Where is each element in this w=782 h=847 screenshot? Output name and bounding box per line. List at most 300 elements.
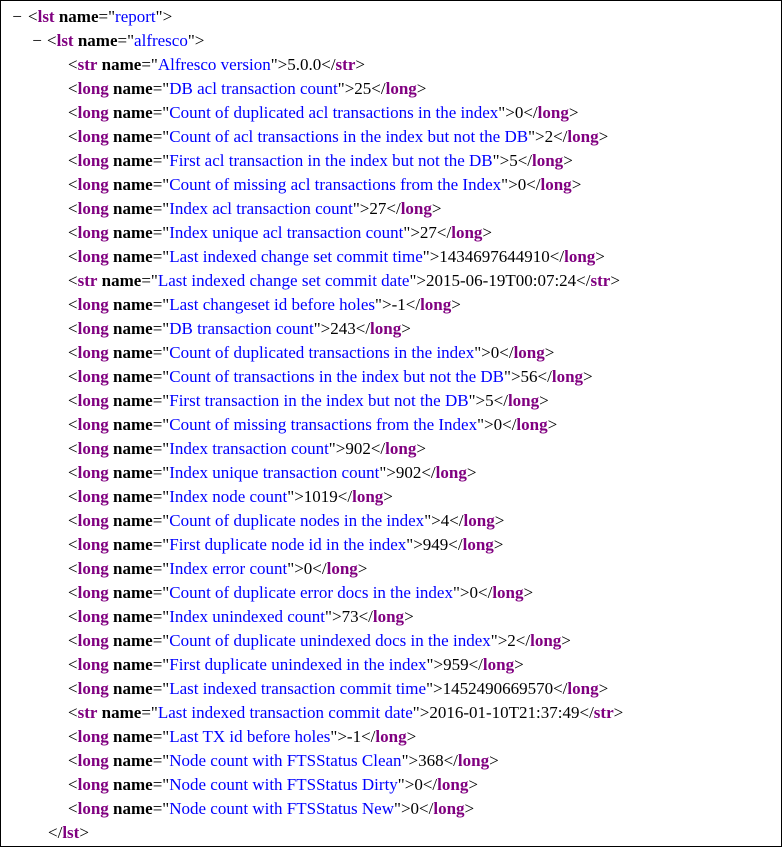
entry-tag-name: long bbox=[77, 103, 109, 122]
close-open-bracket: </ bbox=[517, 151, 532, 170]
quote-close-bracket: "> bbox=[352, 199, 370, 218]
equals-quote: =" bbox=[152, 319, 170, 338]
entry-text-value: 0 bbox=[414, 775, 423, 794]
entry-name-value: Node count with FTSStatus Dirty bbox=[169, 775, 398, 794]
quote-close-bracket: "> bbox=[490, 631, 508, 650]
open-bracket: < bbox=[68, 703, 78, 722]
entry-tag-name: long bbox=[77, 247, 109, 266]
close-bracket: > bbox=[493, 535, 504, 554]
entry-tag-name: long bbox=[77, 319, 109, 338]
xml-entry-row bbox=[1, 149, 623, 173]
entry-name-value: Index transaction count bbox=[169, 439, 329, 458]
entry-close-tag-name: long bbox=[537, 103, 569, 122]
open-bracket: < bbox=[68, 367, 78, 386]
close-bracket: > bbox=[401, 319, 411, 338]
xml-document bbox=[1, 5, 623, 845]
entry-tag-name: long bbox=[77, 751, 109, 770]
entry-close-tag-name: str bbox=[590, 271, 611, 290]
entry-attr-name: name bbox=[113, 199, 153, 218]
quote-close-bracket: "> bbox=[394, 799, 411, 818]
open-bracket: < bbox=[68, 415, 78, 434]
xml-entry-row bbox=[1, 557, 623, 581]
quote-close-bracket: "> bbox=[504, 367, 521, 386]
child-attr-value: alfresco bbox=[134, 31, 188, 50]
open-bracket: < bbox=[68, 199, 78, 218]
quote-close-bracket: "> bbox=[287, 487, 304, 506]
entry-text-value: 1019 bbox=[303, 487, 338, 506]
close-bracket: > bbox=[431, 199, 442, 218]
root-attr-name: name bbox=[58, 7, 99, 26]
entry-name-value: Node count with FTSStatus New bbox=[169, 799, 395, 818]
close-bracket: > bbox=[79, 823, 89, 842]
entry-tag-name: long bbox=[77, 223, 109, 242]
xml-entry-row bbox=[1, 725, 623, 749]
entry-tag-name: str bbox=[77, 271, 98, 290]
open-bracket: < bbox=[68, 631, 78, 650]
xml-entry-row bbox=[1, 269, 623, 293]
equals-quote: =" bbox=[98, 7, 116, 26]
quote-close-bracket: "> bbox=[328, 439, 346, 458]
equals-quote: =" bbox=[152, 799, 170, 818]
open-bracket: < bbox=[28, 7, 38, 26]
open-bracket: < bbox=[68, 175, 78, 194]
collapse-root-toggle[interactable]: − bbox=[12, 7, 22, 26]
xml-entry-row bbox=[1, 341, 623, 365]
close-open-bracket: </ bbox=[579, 703, 594, 722]
entry-name-value: Count of transactions in the index but not the DB bbox=[169, 367, 504, 386]
entry-close-tag-name: long bbox=[326, 559, 358, 578]
close-bracket: > bbox=[544, 343, 555, 362]
entry-tag-name: long bbox=[77, 535, 109, 554]
child-tag-name: lst bbox=[56, 31, 74, 50]
xml-entry-row bbox=[1, 533, 623, 557]
entry-tag-name: long bbox=[77, 655, 109, 674]
quote-close-bracket: "> bbox=[330, 727, 347, 746]
entry-name-value: First duplicate node id in the index bbox=[169, 535, 407, 554]
close-bracket: > bbox=[404, 607, 414, 626]
equals-quote: =" bbox=[152, 679, 170, 698]
entry-name-value: Index unindexed count bbox=[169, 607, 326, 626]
equals-quote: =" bbox=[152, 367, 170, 386]
entry-text-value: 25 bbox=[354, 79, 372, 98]
quote-close-bracket: "> bbox=[426, 655, 444, 674]
entry-close-tag-name: long bbox=[437, 775, 469, 794]
close-open-bracket: </ bbox=[371, 79, 386, 98]
equals-quote: =" bbox=[152, 343, 170, 362]
root-tag-name: lst bbox=[37, 7, 55, 26]
entry-close-tag-name: long bbox=[372, 607, 405, 626]
entry-attr-name: name bbox=[113, 223, 153, 242]
equals-quote: =" bbox=[152, 607, 170, 626]
entry-text-value: 27 bbox=[369, 199, 387, 218]
quote-close-bracket: "> bbox=[477, 415, 494, 434]
quote-close-bracket: "> bbox=[397, 775, 415, 794]
xml-entry-row bbox=[1, 629, 623, 653]
close-open-bracket: </ bbox=[553, 679, 568, 698]
close-open-bracket: </ bbox=[321, 55, 336, 74]
close-open-bracket: </ bbox=[576, 271, 591, 290]
quote-close-bracket: "> bbox=[155, 7, 173, 26]
entry-text-value: 0 bbox=[490, 343, 500, 362]
entry-text-value: 5 bbox=[509, 151, 518, 170]
close-open-bracket: </ bbox=[449, 511, 464, 530]
entry-name-value: Count of missing transactions from the Index bbox=[169, 415, 478, 434]
entry-text-value: 56 bbox=[520, 367, 538, 386]
close-open-bracket: </ bbox=[419, 799, 434, 818]
entry-attr-name: name bbox=[113, 559, 153, 578]
open-bracket: < bbox=[68, 271, 78, 290]
quote-close-bracket: "> bbox=[492, 151, 510, 170]
close-bracket: > bbox=[571, 175, 582, 194]
entry-attr-name: name bbox=[101, 55, 142, 74]
entry-name-value: Index node count bbox=[169, 487, 288, 506]
close-open-bracket: </ bbox=[515, 631, 531, 650]
entry-text-value: 368 bbox=[418, 751, 444, 770]
quote-close-bracket: "> bbox=[325, 607, 342, 626]
quote-close-bracket: "> bbox=[468, 391, 486, 410]
entry-close-tag-name: long bbox=[551, 367, 584, 386]
open-bracket: < bbox=[68, 295, 78, 314]
quote-close-bracket: "> bbox=[424, 511, 441, 530]
child-element-open bbox=[1, 29, 623, 53]
entry-text-value: 5.0.0 bbox=[287, 55, 322, 74]
entry-close-tag-name: str bbox=[593, 703, 614, 722]
entry-attr-name: name bbox=[113, 295, 153, 314]
entry-text-value: -1 bbox=[346, 727, 362, 746]
close-open-bracket: </ bbox=[386, 199, 401, 218]
entry-name-value: Count of duplicate error docs in the index bbox=[169, 583, 453, 602]
root-attr-value: report bbox=[115, 7, 156, 26]
close-bracket: > bbox=[598, 127, 609, 146]
close-open-bracket: </ bbox=[443, 751, 458, 770]
close-bracket: > bbox=[583, 367, 593, 386]
entry-close-tag-name: long bbox=[370, 319, 402, 338]
entry-attr-name: name bbox=[101, 271, 142, 290]
entry-tag-name: long bbox=[77, 199, 109, 218]
entry-name-value: Count of acl transactions in the index but not the DB bbox=[169, 127, 529, 146]
entry-text-value: 5 bbox=[485, 391, 494, 410]
entry-text-value: 4 bbox=[440, 511, 450, 530]
entry-tag-name: long bbox=[77, 295, 109, 314]
entry-tag-name: long bbox=[77, 583, 109, 602]
entry-text-value: 2015-06-19T00:07:24 bbox=[426, 271, 577, 290]
close-bracket: > bbox=[610, 271, 620, 290]
quote-close-bracket: "> bbox=[422, 247, 440, 266]
entry-tag-name: long bbox=[77, 391, 109, 410]
entry-text-value: 0 bbox=[493, 415, 503, 434]
xml-entry-row bbox=[1, 53, 623, 77]
entry-name-value: First duplicate unindexed in the index bbox=[169, 655, 427, 674]
entry-name-value: Node count with FTSStatus Clean bbox=[169, 751, 402, 770]
entry-tag-name: long bbox=[77, 775, 109, 794]
entry-close-tag-name: long bbox=[507, 391, 540, 410]
close-bracket: > bbox=[383, 487, 393, 506]
close-bracket: > bbox=[547, 415, 558, 434]
quote-close-bracket: "> bbox=[528, 127, 545, 146]
entry-text-value: 902 bbox=[345, 439, 371, 458]
entry-tag-name: str bbox=[77, 55, 98, 74]
open-bracket: < bbox=[68, 679, 78, 698]
entry-close-tag-name: long bbox=[435, 463, 467, 482]
close-open-bracket: </ bbox=[361, 727, 376, 746]
close-bracket: > bbox=[464, 799, 475, 818]
quote-close-bracket: "> bbox=[287, 559, 304, 578]
xml-entry-row bbox=[1, 245, 623, 269]
entry-close-tag-name: long bbox=[462, 535, 494, 554]
entry-text-value: 2 bbox=[507, 631, 516, 650]
entry-attr-name: name bbox=[113, 415, 153, 434]
close-open-bracket: </ bbox=[553, 127, 568, 146]
entry-close-tag-name: long bbox=[457, 751, 490, 770]
entry-tag-name: long bbox=[77, 727, 109, 746]
open-bracket: < bbox=[68, 391, 78, 410]
close-open-bracket: </ bbox=[405, 295, 421, 314]
entry-close-tag-name: long bbox=[352, 487, 384, 506]
entry-list bbox=[1, 53, 623, 821]
equals-quote: =" bbox=[152, 127, 170, 146]
entry-tag-name: long bbox=[77, 415, 109, 434]
equals-quote: =" bbox=[152, 295, 170, 314]
open-bracket: < bbox=[68, 223, 78, 242]
close-bracket: > bbox=[595, 247, 605, 266]
entry-tag-name: long bbox=[77, 559, 109, 578]
entry-name-value: Last indexed transaction commit time bbox=[169, 679, 427, 698]
equals-quote: =" bbox=[152, 727, 170, 746]
xml-entry-row bbox=[1, 605, 623, 629]
equals-quote: =" bbox=[152, 247, 170, 266]
xml-entry-row bbox=[1, 797, 623, 821]
equals-quote: =" bbox=[152, 199, 170, 218]
open-bracket: < bbox=[68, 343, 78, 362]
quote-close-bracket: "> bbox=[474, 343, 491, 362]
open-bracket: < bbox=[68, 751, 78, 770]
open-bracket: < bbox=[68, 151, 78, 170]
close-open-bracket: </ bbox=[436, 223, 452, 242]
xml-entry-row bbox=[1, 365, 623, 389]
close-bracket: > bbox=[613, 703, 624, 722]
root-element-open bbox=[1, 5, 623, 29]
entry-tag-name: long bbox=[77, 511, 109, 530]
equals-quote: =" bbox=[152, 583, 170, 602]
entry-name-value: Index acl transaction count bbox=[169, 199, 353, 218]
entry-name-value: First transaction in the index but not the DB bbox=[169, 391, 469, 410]
equals-quote: =" bbox=[152, 391, 170, 410]
close-open-bracket: </ bbox=[421, 463, 436, 482]
entry-tag-name: long bbox=[77, 343, 109, 362]
entry-text-value: 73 bbox=[341, 607, 359, 626]
equals-quote: =" bbox=[141, 271, 158, 290]
entry-name-value: Last indexed transaction commit date bbox=[157, 703, 413, 722]
entry-tag-name: str bbox=[77, 703, 98, 722]
open-bracket: < bbox=[68, 607, 78, 626]
entry-attr-name: name bbox=[113, 583, 153, 602]
entry-name-value: Index unique transaction count bbox=[169, 463, 380, 482]
close-open-bracket: </ bbox=[448, 535, 463, 554]
entry-attr-name: name bbox=[113, 631, 153, 650]
open-bracket: < bbox=[68, 127, 78, 146]
xml-entry-row bbox=[1, 773, 623, 797]
equals-quote: =" bbox=[152, 487, 170, 506]
equals-quote: =" bbox=[152, 631, 170, 650]
xml-entry-row bbox=[1, 221, 623, 245]
quote-close-bracket: "> bbox=[401, 751, 419, 770]
quote-close-bracket: "> bbox=[187, 31, 205, 50]
open-bracket: < bbox=[68, 463, 78, 482]
entry-close-tag-name: long bbox=[385, 439, 417, 458]
open-bracket: < bbox=[68, 319, 78, 338]
entry-attr-name: name bbox=[113, 319, 153, 338]
entry-name-value: Count of missing acl transactions from the Index bbox=[169, 175, 502, 194]
entry-attr-name: name bbox=[113, 727, 153, 746]
entry-attr-name: name bbox=[113, 679, 153, 698]
close-open-bracket: </ bbox=[526, 175, 541, 194]
open-bracket: < bbox=[68, 727, 78, 746]
close-bracket: > bbox=[561, 631, 571, 650]
close-open-bracket: </ bbox=[422, 775, 438, 794]
entry-attr-name: name bbox=[113, 247, 153, 266]
equals-quote: =" bbox=[152, 559, 170, 578]
entry-attr-name: name bbox=[113, 151, 153, 170]
equals-quote: =" bbox=[152, 655, 170, 674]
entry-text-value: 2 bbox=[544, 127, 554, 146]
open-bracket: < bbox=[68, 655, 78, 674]
entry-attr-name: name bbox=[113, 535, 153, 554]
equals-quote: =" bbox=[141, 55, 158, 74]
entry-tag-name: long bbox=[77, 487, 109, 506]
entry-name-value: Count of duplicate nodes in the index bbox=[169, 511, 425, 530]
close-bracket: > bbox=[466, 463, 477, 482]
entry-tag-name: long bbox=[77, 799, 109, 818]
entry-name-value: Last indexed change set commit date bbox=[157, 271, 410, 290]
close-bracket: > bbox=[416, 79, 427, 98]
open-bracket: < bbox=[68, 535, 78, 554]
entry-text-value: 2016-01-10T21:37:49 bbox=[429, 703, 580, 722]
close-bracket: > bbox=[539, 391, 549, 410]
quote-close-bracket: "> bbox=[498, 103, 515, 122]
quote-close-bracket: "> bbox=[426, 679, 443, 698]
entry-tag-name: long bbox=[77, 127, 109, 146]
entry-tag-name: long bbox=[77, 151, 109, 170]
entry-name-value: Count of duplicate unindexed docs in the index bbox=[169, 631, 491, 650]
open-bracket: < bbox=[47, 31, 57, 50]
entry-text-value: 949 bbox=[422, 535, 449, 554]
quote-close-bracket: "> bbox=[337, 79, 355, 98]
equals-quote: =" bbox=[152, 415, 170, 434]
xml-entry-row bbox=[1, 77, 623, 101]
entry-close-tag-name: long bbox=[451, 223, 483, 242]
entry-name-value: DB acl transaction count bbox=[169, 79, 338, 98]
equals-quote: =" bbox=[117, 31, 135, 50]
entry-close-tag-name: long bbox=[540, 175, 572, 194]
entry-attr-name: name bbox=[113, 439, 153, 458]
entry-close-tag-name: long bbox=[516, 415, 548, 434]
entry-attr-name: name bbox=[113, 775, 153, 794]
equals-quote: =" bbox=[152, 463, 170, 482]
xml-entry-row bbox=[1, 173, 623, 197]
entry-tag-name: long bbox=[77, 367, 109, 386]
entry-close-tag-name: long bbox=[375, 727, 407, 746]
entry-text-value: 1452490669570 bbox=[442, 679, 554, 698]
close-open-bracket: </ bbox=[478, 583, 493, 602]
close-open-bracket: </ bbox=[502, 415, 517, 434]
entry-tag-name: long bbox=[77, 607, 109, 626]
entry-text-value: 0 bbox=[517, 175, 527, 194]
entry-name-value: Count of duplicated acl transactions in the index bbox=[169, 103, 499, 122]
entry-name-value: Index error count bbox=[169, 559, 288, 578]
close-bracket: > bbox=[451, 295, 461, 314]
close-open-bracket: </ bbox=[312, 559, 327, 578]
quote-close-bracket: "> bbox=[412, 703, 430, 722]
equals-quote: =" bbox=[152, 79, 170, 98]
xml-entry-row bbox=[1, 389, 623, 413]
close-bracket: > bbox=[357, 559, 368, 578]
entry-close-tag-name: long bbox=[567, 127, 599, 146]
entry-attr-name: name bbox=[113, 655, 153, 674]
open-bracket: < bbox=[68, 55, 78, 74]
close-bracket: > bbox=[482, 223, 492, 242]
close-open-bracket: </ bbox=[537, 367, 552, 386]
entry-close-tag-name: long bbox=[530, 631, 562, 650]
xml-entry-row bbox=[1, 653, 623, 677]
xml-entry-row bbox=[1, 461, 623, 485]
close-open-bracket: </ bbox=[549, 247, 565, 266]
entry-tag-name: long bbox=[77, 463, 109, 482]
entry-attr-name: name bbox=[113, 175, 153, 194]
xml-entry-row bbox=[1, 749, 623, 773]
equals-quote: =" bbox=[152, 151, 170, 170]
xml-entry-row bbox=[1, 437, 623, 461]
close-bracket: > bbox=[598, 679, 609, 698]
close-bracket: > bbox=[494, 511, 505, 530]
entry-text-value: 0 bbox=[303, 559, 313, 578]
close-open-bracket: </ bbox=[337, 487, 353, 506]
xml-entry-row bbox=[1, 485, 623, 509]
xml-entry-row bbox=[1, 125, 623, 149]
entry-attr-name: name bbox=[113, 487, 153, 506]
equals-quote: =" bbox=[152, 511, 170, 530]
entry-name-value: DB transaction count bbox=[169, 319, 314, 338]
collapse-child-toggle[interactable]: − bbox=[32, 31, 42, 50]
entry-close-tag-name: long bbox=[463, 511, 495, 530]
xml-entry-row bbox=[1, 293, 623, 317]
quote-close-bracket: "> bbox=[313, 319, 331, 338]
quote-close-bracket: "> bbox=[452, 583, 470, 602]
entry-close-tag-name: long bbox=[567, 679, 599, 698]
close-bracket: > bbox=[416, 439, 426, 458]
open-bracket: < bbox=[68, 103, 78, 122]
entry-attr-name: name bbox=[113, 79, 153, 98]
quote-close-bracket: "> bbox=[379, 463, 396, 482]
entry-attr-name: name bbox=[113, 607, 153, 626]
entry-attr-name: name bbox=[113, 463, 153, 482]
entry-attr-name: name bbox=[113, 103, 153, 122]
entry-close-tag-name: long bbox=[420, 295, 452, 314]
close-bracket: > bbox=[355, 55, 365, 74]
close-open-bracket: </ bbox=[523, 103, 538, 122]
close-bracket: > bbox=[489, 751, 499, 770]
entry-text-value: 0 bbox=[514, 103, 524, 122]
entry-close-tag-name: str bbox=[335, 55, 356, 74]
quote-close-bracket: "> bbox=[406, 535, 423, 554]
xml-entry-row bbox=[1, 197, 623, 221]
close-bracket: > bbox=[523, 583, 534, 602]
entry-text-value: 243 bbox=[330, 319, 356, 338]
xml-entry-row bbox=[1, 677, 623, 701]
entry-name-value: Count of duplicated transactions in the index bbox=[169, 343, 475, 362]
close-open-bracket: </ bbox=[499, 343, 514, 362]
open-bracket: < bbox=[68, 79, 78, 98]
quote-close-bracket: "> bbox=[270, 55, 288, 74]
